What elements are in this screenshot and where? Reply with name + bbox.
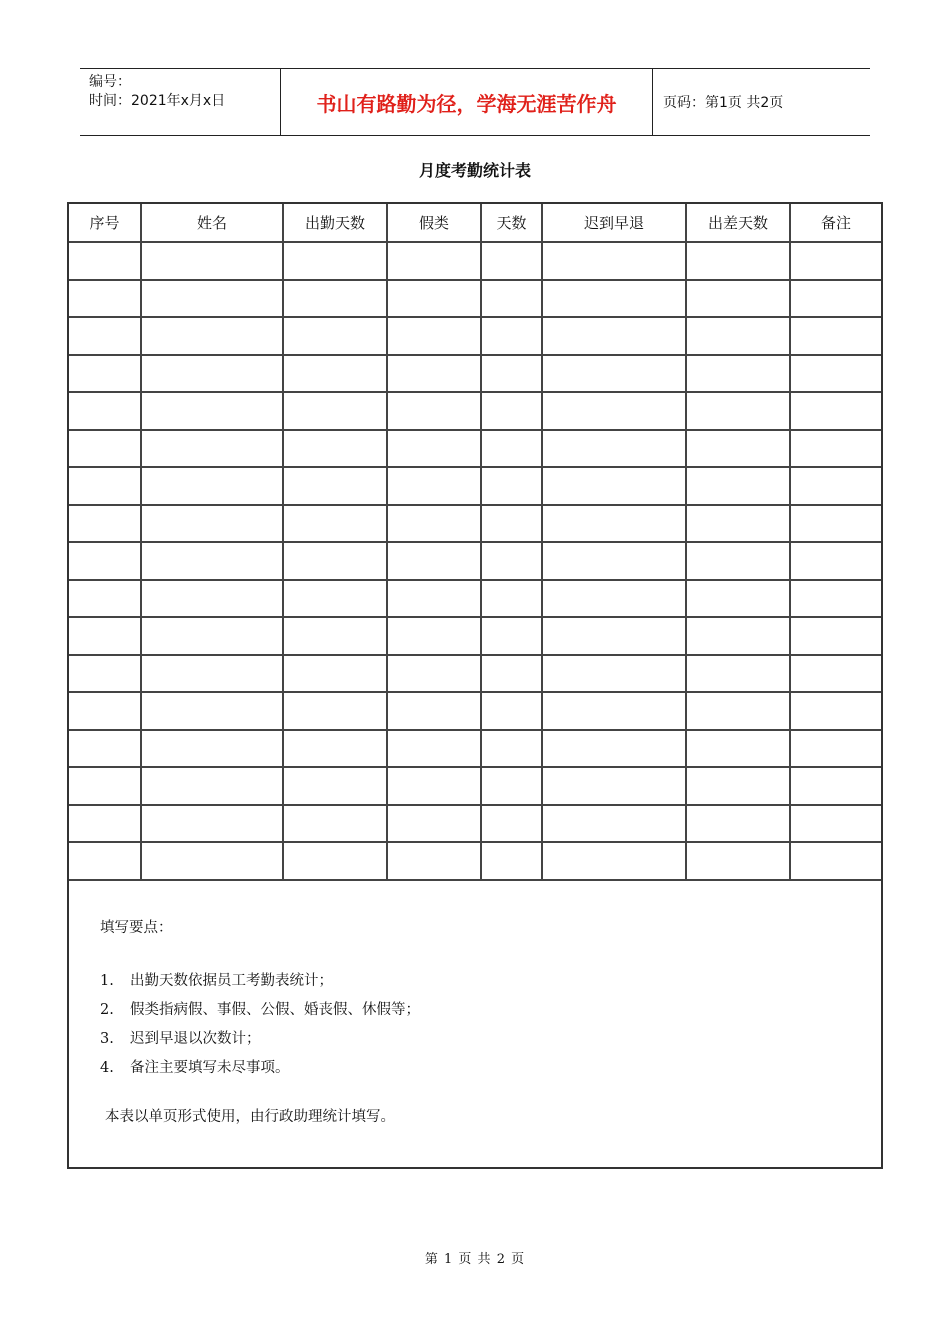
table-cell[interactable] xyxy=(482,506,543,544)
table-cell[interactable] xyxy=(543,656,687,694)
table-cell[interactable] xyxy=(284,431,388,469)
table-cell[interactable] xyxy=(388,281,482,319)
table-cell[interactable] xyxy=(284,318,388,356)
table-cell[interactable] xyxy=(388,656,482,694)
table-cell[interactable] xyxy=(388,393,482,431)
table-cell[interactable] xyxy=(543,468,687,506)
usage-note: 本表以单页形式使用，由行政助理统计填写。 xyxy=(105,1109,395,1125)
table-cell[interactable] xyxy=(388,693,482,731)
table-row xyxy=(69,243,881,281)
attendance-form xyxy=(67,202,883,1169)
table-row xyxy=(69,618,881,656)
table-cell[interactable] xyxy=(388,431,482,469)
table-cell[interactable] xyxy=(482,356,543,394)
table-cell[interactable] xyxy=(142,731,284,769)
list-item: 2. 假类指病假、事假、公假、婚丧假、休假等； xyxy=(100,1002,420,1018)
table-cell[interactable] xyxy=(687,693,791,731)
page-footer: 第 1 页 共 2 页 xyxy=(424,1252,526,1267)
table-cell[interactable] xyxy=(388,356,482,394)
table-cell[interactable] xyxy=(687,431,791,469)
table-cell[interactable] xyxy=(284,806,388,844)
table-cell[interactable] xyxy=(687,843,791,881)
table-row xyxy=(69,768,881,806)
table-cell[interactable] xyxy=(388,581,482,619)
table-cell[interactable] xyxy=(482,768,543,806)
attendance-table xyxy=(69,204,881,881)
table-row xyxy=(69,581,881,619)
table-cell[interactable] xyxy=(142,806,284,844)
table-cell[interactable] xyxy=(482,393,543,431)
table-cell[interactable] xyxy=(543,731,687,769)
table-cell[interactable] xyxy=(69,843,142,881)
table-cell[interactable] xyxy=(543,281,687,319)
list-item: 3. 迟到早退以次数计； xyxy=(100,1031,261,1047)
table-cell[interactable] xyxy=(69,506,142,544)
table-cell[interactable] xyxy=(388,468,482,506)
table-cell[interactable] xyxy=(284,543,388,581)
table-cell[interactable] xyxy=(388,768,482,806)
table-cell[interactable] xyxy=(482,806,543,844)
time-label: 时间：2021年x月x日 xyxy=(89,93,226,109)
table-cell[interactable] xyxy=(388,543,482,581)
table-cell[interactable] xyxy=(482,468,543,506)
table-cell[interactable] xyxy=(142,768,284,806)
table-cell[interactable] xyxy=(791,543,881,581)
table-cell[interactable] xyxy=(284,468,388,506)
table-cell[interactable] xyxy=(69,468,142,506)
table-cell[interactable] xyxy=(69,243,142,281)
table-cell[interactable] xyxy=(482,731,543,769)
table-cell[interactable] xyxy=(687,318,791,356)
table-cell[interactable] xyxy=(284,731,388,769)
table-cell[interactable] xyxy=(284,281,388,319)
table-cell[interactable] xyxy=(543,843,687,881)
table-cell[interactable] xyxy=(388,618,482,656)
table-cell[interactable] xyxy=(687,468,791,506)
table-cell[interactable] xyxy=(543,806,687,844)
table-cell[interactable] xyxy=(543,618,687,656)
table-cell[interactable] xyxy=(388,318,482,356)
table-cell[interactable] xyxy=(482,843,543,881)
table-row xyxy=(69,506,881,544)
table-cell[interactable] xyxy=(791,318,881,356)
table-cell[interactable] xyxy=(284,843,388,881)
table-cell[interactable] xyxy=(687,768,791,806)
table-cell[interactable] xyxy=(142,543,284,581)
column-header: 天数 xyxy=(482,204,543,243)
table-cell[interactable] xyxy=(142,693,284,731)
table-cell[interactable] xyxy=(142,581,284,619)
table-cell[interactable] xyxy=(69,693,142,731)
table-cell[interactable] xyxy=(687,393,791,431)
table-cell[interactable] xyxy=(687,281,791,319)
table-cell[interactable] xyxy=(791,393,881,431)
table-cell[interactable] xyxy=(69,431,142,469)
table-row xyxy=(69,731,881,769)
table-cell[interactable] xyxy=(687,243,791,281)
table-cell[interactable] xyxy=(142,468,284,506)
table-cell[interactable] xyxy=(687,731,791,769)
table-row xyxy=(69,356,881,394)
table-cell[interactable] xyxy=(791,581,881,619)
table-row xyxy=(69,656,881,694)
table-cell[interactable] xyxy=(388,506,482,544)
table-cell[interactable] xyxy=(284,243,388,281)
number-label: 编号： xyxy=(89,74,131,90)
table-cell[interactable] xyxy=(388,243,482,281)
table-cell[interactable] xyxy=(69,281,142,319)
table-row xyxy=(69,843,881,881)
table-cell[interactable] xyxy=(284,581,388,619)
table-cell[interactable] xyxy=(284,356,388,394)
column-header: 备注 xyxy=(791,204,881,243)
table-cell[interactable] xyxy=(142,843,284,881)
table-cell[interactable] xyxy=(543,506,687,544)
table-cell[interactable] xyxy=(69,656,142,694)
table-cell[interactable] xyxy=(388,806,482,844)
table-row xyxy=(69,393,881,431)
table-cell[interactable] xyxy=(142,243,284,281)
instructions xyxy=(69,916,881,1126)
table-cell[interactable] xyxy=(687,618,791,656)
table-cell[interactable] xyxy=(791,656,881,694)
table-row xyxy=(69,431,881,469)
table-cell[interactable] xyxy=(791,693,881,731)
table-cell[interactable] xyxy=(687,543,791,581)
table-cell[interactable] xyxy=(791,506,881,544)
table-cell[interactable] xyxy=(482,656,543,694)
table-cell[interactable] xyxy=(284,393,388,431)
table-cell[interactable] xyxy=(482,431,543,469)
table-cell[interactable] xyxy=(687,356,791,394)
list-item: 1. 出勤天数依据员工考勤表统计； xyxy=(100,973,333,989)
table-cell[interactable] xyxy=(142,656,284,694)
table-cell[interactable] xyxy=(482,543,543,581)
table-cell[interactable] xyxy=(142,393,284,431)
table-cell[interactable] xyxy=(543,431,687,469)
table-cell[interactable] xyxy=(482,618,543,656)
table-cell[interactable] xyxy=(687,506,791,544)
table-row xyxy=(69,543,881,581)
table-cell[interactable] xyxy=(687,656,791,694)
table-cell[interactable] xyxy=(69,356,142,394)
table-cell[interactable] xyxy=(543,693,687,731)
table-cell[interactable] xyxy=(69,618,142,656)
column-header: 序号 xyxy=(69,204,142,243)
table-cell[interactable] xyxy=(142,431,284,469)
column-header: 迟到早退 xyxy=(543,204,687,243)
table-cell[interactable] xyxy=(791,356,881,394)
table-cell[interactable] xyxy=(543,393,687,431)
list-item: 4. 备注主要填写未尽事项。 xyxy=(100,1060,290,1076)
table-cell[interactable] xyxy=(388,843,482,881)
table-cell[interactable] xyxy=(482,581,543,619)
table-cell[interactable] xyxy=(69,318,142,356)
table-cell[interactable] xyxy=(543,581,687,619)
table-cell[interactable] xyxy=(543,768,687,806)
column-header: 假类 xyxy=(388,204,482,243)
table-cell[interactable] xyxy=(543,318,687,356)
table-cell[interactable] xyxy=(284,618,388,656)
table-cell[interactable] xyxy=(791,806,881,844)
table-cell[interactable] xyxy=(142,506,284,544)
table-cell[interactable] xyxy=(142,356,284,394)
table-row xyxy=(69,318,881,356)
table-cell[interactable] xyxy=(284,506,388,544)
column-header: 出勤天数 xyxy=(284,204,388,243)
table-cell[interactable] xyxy=(142,281,284,319)
table-cell[interactable] xyxy=(69,768,142,806)
instructions-list xyxy=(100,967,881,1083)
table-cell[interactable] xyxy=(543,356,687,394)
table-cell[interactable] xyxy=(69,731,142,769)
table-cell[interactable] xyxy=(142,318,284,356)
table-cell[interactable] xyxy=(791,243,881,281)
table-cell[interactable] xyxy=(69,543,142,581)
table-cell[interactable] xyxy=(69,581,142,619)
page-header xyxy=(80,68,870,136)
table-cell[interactable] xyxy=(543,243,687,281)
instructions-heading: 填写要点： xyxy=(100,920,173,936)
table-cell[interactable] xyxy=(791,468,881,506)
table-cell[interactable] xyxy=(142,618,284,656)
table-cell[interactable] xyxy=(482,281,543,319)
table-cell[interactable] xyxy=(543,543,687,581)
header-meta xyxy=(80,69,281,135)
table-cell[interactable] xyxy=(791,731,881,769)
form-title: 月度考勤统计表 xyxy=(418,161,531,180)
table-cell[interactable] xyxy=(284,693,388,731)
table-row xyxy=(69,806,881,844)
column-header: 出差天数 xyxy=(687,204,791,243)
table-cell[interactable] xyxy=(69,393,142,431)
table-cell[interactable] xyxy=(791,843,881,881)
table-cell[interactable] xyxy=(69,806,142,844)
table-header-row xyxy=(69,204,881,243)
table-row xyxy=(69,281,881,319)
table-cell[interactable] xyxy=(791,281,881,319)
table-cell[interactable] xyxy=(791,431,881,469)
table-cell[interactable] xyxy=(687,581,791,619)
column-header: 姓名 xyxy=(142,204,284,243)
table-cell[interactable] xyxy=(284,656,388,694)
table-cell[interactable] xyxy=(482,243,543,281)
table-cell[interactable] xyxy=(388,731,482,769)
table-cell[interactable] xyxy=(482,318,543,356)
header-page-code: 页码：第1页 共2页 xyxy=(663,95,784,111)
table-cell[interactable] xyxy=(687,806,791,844)
table-row xyxy=(69,468,881,506)
table-cell[interactable] xyxy=(791,618,881,656)
table-cell[interactable] xyxy=(284,768,388,806)
header-motto: 书山有路勤为径，学海无涯苦作舟 xyxy=(281,69,653,135)
table-cell[interactable] xyxy=(482,693,543,731)
table-row xyxy=(69,693,881,731)
table-cell[interactable] xyxy=(791,768,881,806)
